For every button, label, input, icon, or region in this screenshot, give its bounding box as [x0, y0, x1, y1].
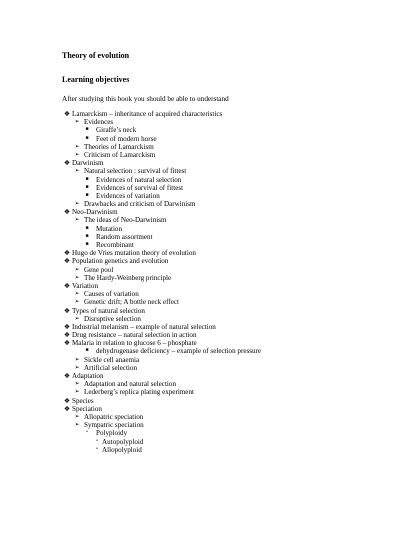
outline-item-text: Evidences: [84, 118, 114, 127]
diamond-bullet-icon: ❖: [63, 208, 71, 217]
intro-text: After studying this book you should be able to understand: [62, 95, 229, 103]
outline-item: [62, 110, 402, 118]
outline-item-text: Speciation: [72, 404, 102, 413]
outline-item: [62, 241, 402, 249]
outline-item: [62, 380, 402, 388]
outline-item: [62, 282, 402, 290]
outline-item: [62, 151, 402, 159]
square-bullet-icon: ■: [85, 184, 89, 190]
outline-item-text: Lamarckism – inheritance of acquired characteristics: [72, 110, 223, 118]
outline-item-text: Artificial selection: [84, 363, 137, 372]
outline-item: [62, 315, 402, 323]
outline-item: [62, 356, 402, 364]
diamond-bullet-icon: ❖: [63, 404, 71, 413]
arrow-bullet-icon: ➢: [74, 266, 80, 273]
outline-item-text: The Hardy-Weinberg principle: [84, 273, 172, 282]
outline-item: [62, 167, 402, 175]
diamond-bullet-icon: ❖: [63, 322, 71, 331]
diamond-bullet-icon: ❖: [63, 257, 71, 266]
arrow-bullet-icon: ➢: [74, 299, 80, 306]
square-bullet-icon: •: [86, 430, 88, 436]
outline-item: [62, 216, 402, 224]
diamond-bullet-icon: ❖: [63, 339, 71, 348]
outline-item: [62, 200, 402, 208]
square-bullet-icon: ■: [85, 242, 89, 247]
outline-item-text: Neo-Darwinism: [72, 208, 118, 217]
square-bullet-icon: ■: [85, 225, 89, 231]
diamond-bullet-icon: ❖: [63, 110, 71, 118]
outline-item-text: Hugo de Vries mutation theory of evolution: [72, 249, 196, 258]
outline-item-text: Allopatric speciation: [84, 412, 144, 421]
outline-item: [62, 274, 402, 282]
outline-item: [62, 331, 402, 339]
document-title: Theory of evolution: [62, 51, 130, 60]
outline-item-text: Disruptive selection: [84, 314, 141, 323]
outline-item: [62, 118, 402, 126]
diamond-bullet-icon: ❖: [63, 159, 71, 168]
outline-item-text: Giraffe’s neck: [96, 126, 137, 135]
square-bullet-icon: •: [96, 446, 98, 452]
outline-item: [62, 372, 402, 380]
arrow-bullet-icon: ➢: [74, 119, 80, 126]
outline-item: [62, 249, 402, 257]
outline-item: [62, 208, 402, 216]
outline-item-text: Sickle cell anaemia: [84, 355, 140, 364]
outline-item: [62, 290, 402, 298]
square-bullet-icon: ■: [85, 192, 89, 198]
outline-item-text: Evidences of survival of fittest: [96, 183, 184, 192]
outline-item: [62, 323, 402, 331]
outline-item: [62, 192, 402, 200]
diamond-bullet-icon: ❖: [63, 331, 71, 340]
square-bullet-icon: ■: [85, 233, 89, 239]
section-heading: Learning objectives: [62, 75, 130, 84]
arrow-bullet-icon: ➢: [74, 274, 80, 281]
outline-item: [62, 184, 402, 192]
outline-item: [62, 339, 402, 347]
outline-item-text: Natural selection : survival of fittest: [84, 167, 187, 176]
outline-item: [62, 421, 402, 429]
outline-item: [62, 347, 402, 355]
outline-item: [62, 446, 402, 454]
outline-item: [62, 397, 402, 405]
outline-item-text: Industrial melanism – example of natural selection: [72, 322, 216, 331]
square-bullet-icon: ■: [85, 127, 89, 133]
square-bullet-icon: ■: [85, 176, 89, 182]
diamond-bullet-icon: ❖: [63, 281, 71, 290]
outline-item-text: Causes of variation: [84, 290, 139, 299]
outline-item: [62, 225, 402, 233]
arrow-bullet-icon: ➢: [74, 413, 80, 420]
outline-item-text: Genetic drift; A bottle neck effect: [84, 298, 180, 307]
arrow-bullet-icon: ➢: [74, 315, 80, 322]
arrow-bullet-icon: ➢: [74, 143, 80, 150]
outline-item-text: Random assortment: [96, 232, 153, 241]
outline-item-text: Drawbacks and criticism of Darwinism: [84, 200, 196, 209]
outline-item-text: Variation: [72, 281, 99, 290]
outline-item-text: Species: [72, 396, 94, 405]
outline-item-text: Polyploidy: [96, 429, 128, 438]
square-bullet-icon: ■: [85, 135, 89, 141]
outline-item-text: Recombinant: [96, 241, 134, 249]
outline-item-text: Feet of modern horse: [96, 134, 157, 143]
outline-item: [62, 413, 402, 421]
arrow-bullet-icon: ➢: [74, 381, 80, 388]
outline-item: [62, 257, 402, 265]
outline-item: [62, 405, 402, 413]
outline-item: [62, 135, 402, 143]
outline-item-text: The ideas of Neo-Darwinism: [84, 216, 167, 225]
outline-item-text: Lederberg’s replica plating experiment: [84, 388, 194, 397]
outline-item: [62, 429, 402, 437]
outline-item: [62, 364, 402, 372]
arrow-bullet-icon: ➢: [74, 389, 80, 396]
outline-item-text: Autopolyploid: [102, 437, 144, 446]
diamond-bullet-icon: ❖: [63, 306, 71, 315]
outline-item-text: Mutation: [96, 224, 123, 233]
outline-item-text: Population genetics and evolution: [72, 257, 169, 266]
outline-item-text: Sympatric speciation: [84, 421, 144, 430]
diamond-bullet-icon: ❖: [63, 372, 71, 380]
arrow-bullet-icon: ➢: [74, 151, 80, 158]
outline-item: [62, 176, 402, 184]
outline-item-text: Evidences of variation: [96, 191, 160, 200]
outline-item-text: Adaptation and natural selection: [84, 380, 176, 389]
outline-item-text: Drug resistance – natural selection in action: [72, 331, 197, 340]
outline-item: [62, 298, 402, 306]
outline-item: [62, 307, 402, 315]
outline-item: [62, 126, 402, 134]
diamond-bullet-icon: ❖: [63, 396, 71, 405]
outline-item-text: Darwinism: [72, 159, 104, 168]
outline-item: [62, 159, 402, 167]
outline-item-text: Evidences of natural selection: [96, 175, 182, 184]
outline-item-text: Types of natural selection: [72, 306, 145, 315]
outline-item-text: dehydrogenase deficiency – example of selection pressure: [96, 347, 262, 356]
outline-item-text: Adaptation: [72, 372, 104, 380]
diamond-bullet-icon: ❖: [63, 249, 71, 258]
arrow-bullet-icon: ➢: [74, 217, 80, 224]
outline-item-text: Gene pool: [84, 265, 114, 274]
arrow-bullet-icon: ➢: [74, 168, 80, 175]
outline-item-text: Theories of Lamarckism: [84, 142, 154, 151]
arrow-bullet-icon: ➢: [74, 201, 80, 208]
outline-item: [62, 388, 402, 396]
outline-item-text: Malaria in relation to glucose 6 – phosphate: [72, 339, 197, 348]
outline-item: [62, 233, 402, 241]
arrow-bullet-icon: ➢: [74, 291, 80, 298]
outline-item: [62, 143, 402, 151]
arrow-bullet-icon: ➢: [74, 356, 80, 363]
outline-item: [62, 438, 402, 446]
outline-item: [62, 266, 402, 274]
arrow-bullet-icon: ➢: [74, 422, 80, 429]
square-bullet-icon: •: [96, 438, 98, 444]
outline-item-text: Allopolyploid: [102, 445, 142, 454]
square-bullet-icon: ■: [85, 348, 89, 354]
outline-item-text: Criticism of Lamarckism: [84, 150, 156, 159]
arrow-bullet-icon: ➢: [74, 364, 80, 371]
objectives-outline: [62, 110, 402, 454]
